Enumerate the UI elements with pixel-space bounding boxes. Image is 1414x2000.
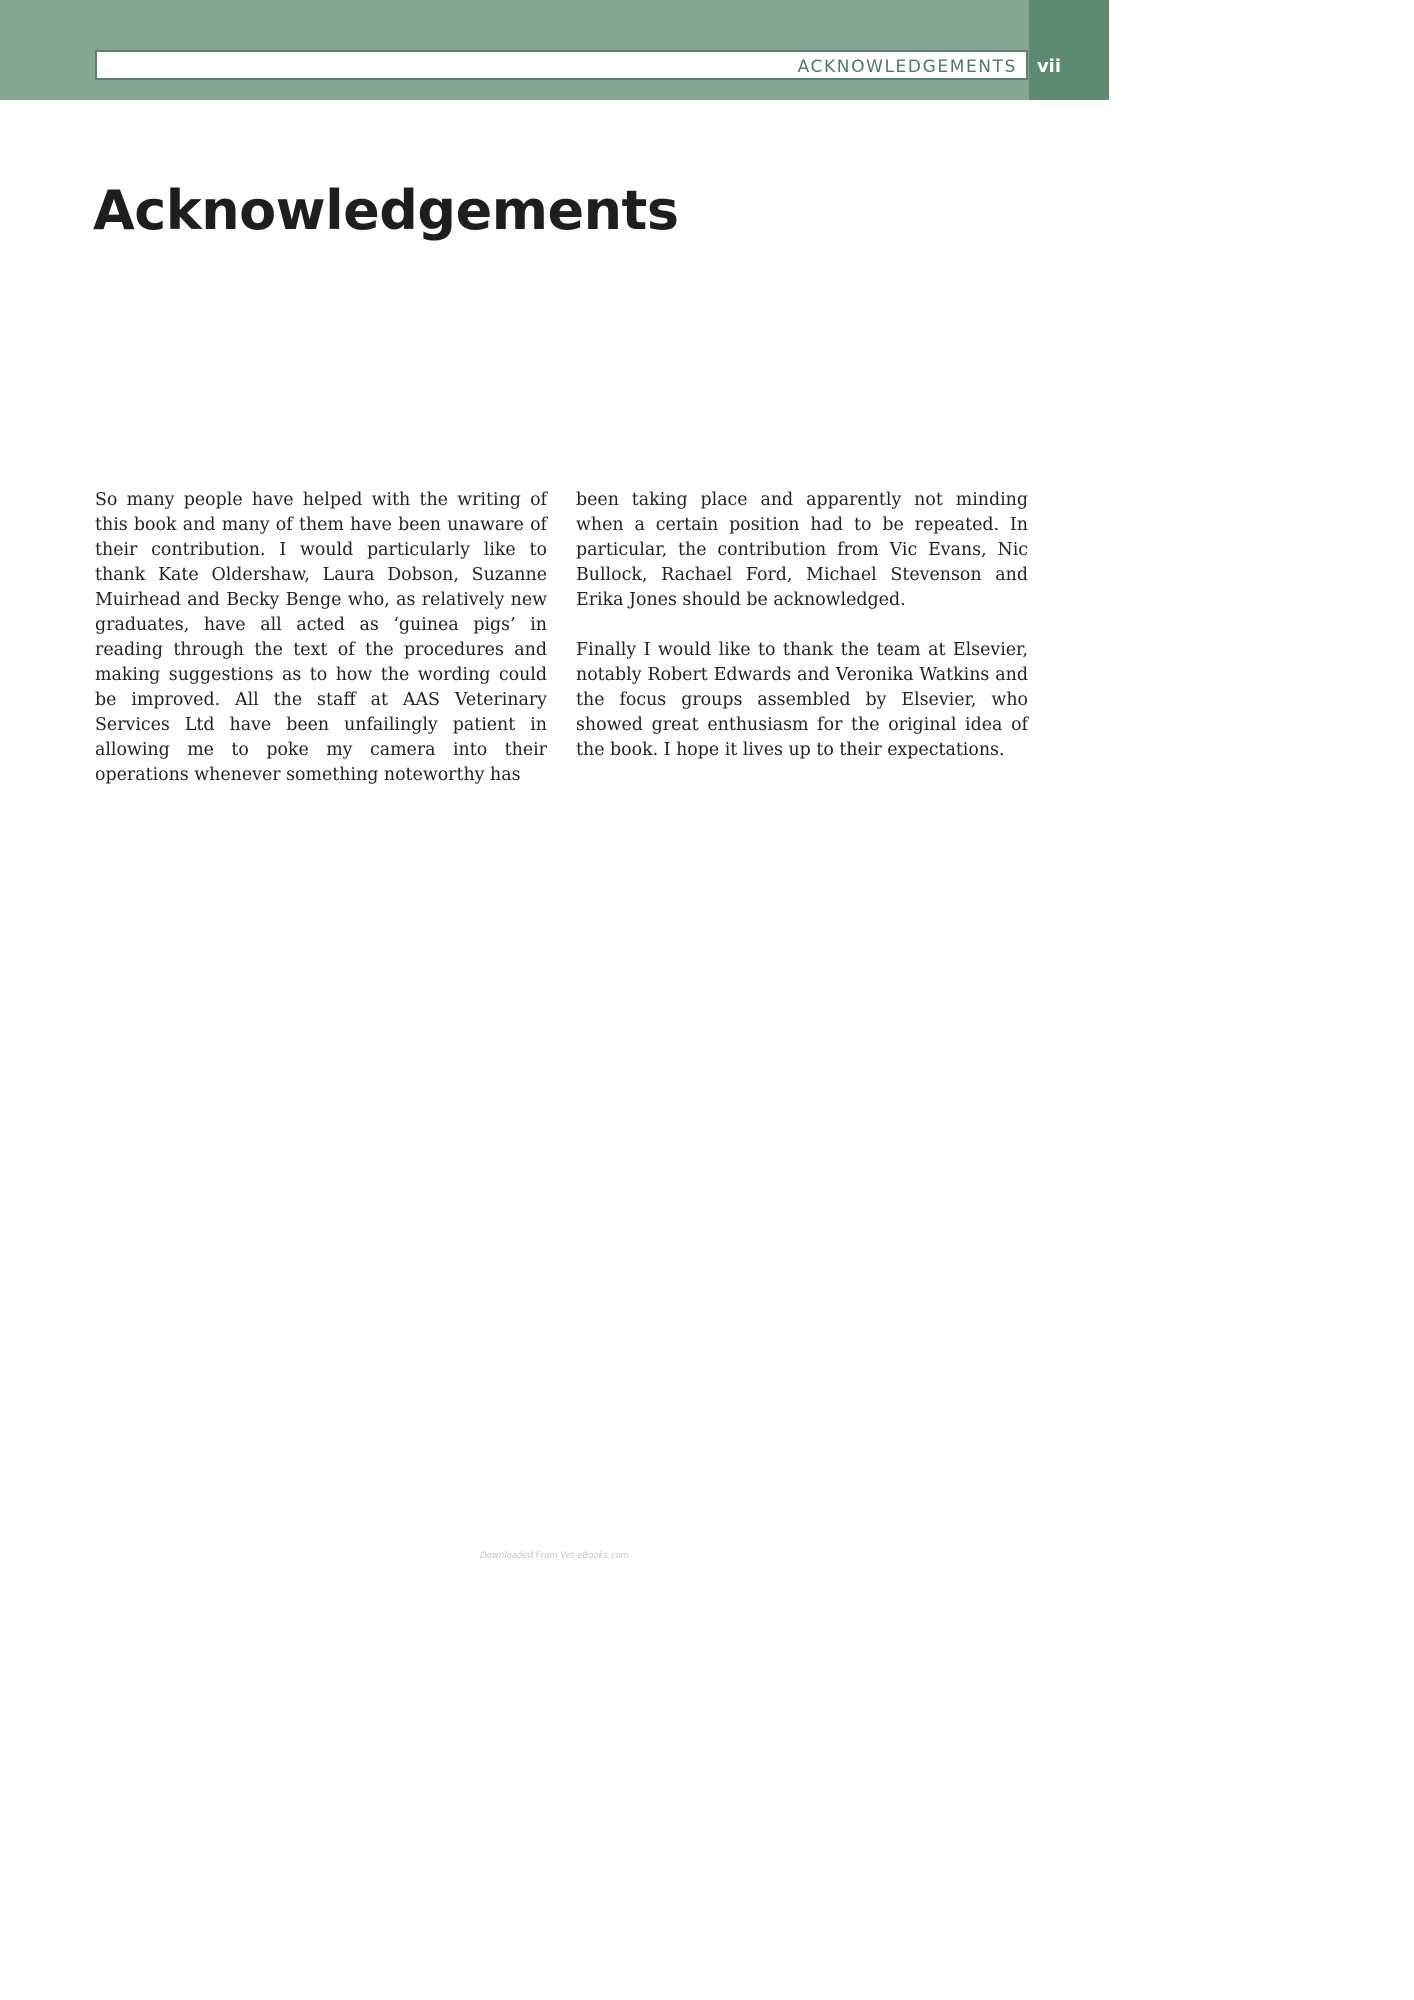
body-paragraph: Finally I would like to thank the team at Elsevier, notably Robert Edwards and Veronika Watkins and the focus groups assembled by Elsevier, who showed great enthusiasm for the original idea of the book. I hope it lives up to their expectations. — [576, 640, 1028, 760]
page-title: Acknowledgements — [93, 179, 679, 242]
body-paragraph: So many people have helped with the writing of this book and many of them have been unaware of their contribution. I would particularly like to thank Kate Oldershaw, Laura Dobson, Suzanne Muirhead and Becky Benge who, as relatively new graduates, have all acted as ‘guinea pigs’ in reading through the text of the procedures and making suggestions as to how the wording could be improved. All the staff at AAS Veterinary Services Ltd have been unfailingly patient in allowing me to poke my camera into their operations whenever something noteworthy has — [95, 490, 547, 785]
page-number-tab — [1029, 0, 1109, 100]
body-column-left — [95, 488, 547, 788]
footer-watermark: Downloaded From Vet-eBooks.com — [480, 1551, 629, 1561]
body-paragraph: been taking place and apparently not minding when a certain position had to be repeated. In particular, the contribution from Vic Evans, Nic Bullock, Rachael Ford, Michael Stevenson and Erika Jones should be acknowledged. — [576, 490, 1028, 610]
running-head: ACKNOWLEDGEMENTS — [797, 57, 1017, 77]
page-number: vii — [1036, 56, 1062, 77]
body-column-right — [576, 488, 1028, 763]
